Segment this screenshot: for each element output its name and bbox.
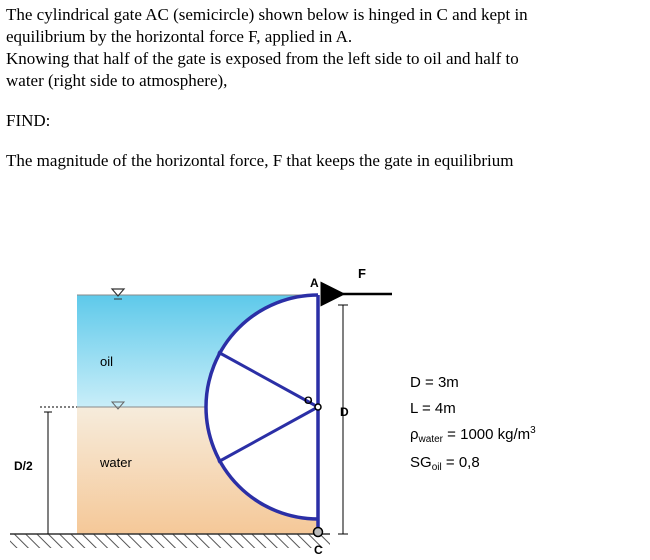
param-water-density: $\rho_{water} = 1000$ $kg/m^3$ xyxy=(410,425,536,445)
center-o-point xyxy=(315,404,321,410)
diameter-dimension xyxy=(338,305,348,534)
label-a: A xyxy=(310,276,319,290)
find-label: FIND: xyxy=(6,111,51,130)
gate-strut-upper xyxy=(218,352,318,407)
label-f: F xyxy=(358,266,366,281)
statement-line-1: The cylindrical gate AC (semicircle) shown below is hinged in C and kept in xyxy=(6,5,528,24)
label-half-depth: D/2 xyxy=(14,459,33,473)
label-d: D xyxy=(340,405,349,419)
statement-line-2: equilibrium by the horizontal force F, applied in A. xyxy=(6,27,353,46)
param-length: L = 4m xyxy=(410,400,456,417)
gate-strut-lower xyxy=(218,407,318,462)
param-diameter: D = 3m xyxy=(410,374,459,391)
param-oil-sg: $SG_{oil} = 0,8$ xyxy=(410,454,480,473)
statement-line-4: water (right side to atmosphere), xyxy=(6,71,228,90)
half-depth-dimension xyxy=(40,407,77,534)
question-text: The magnitude of the horizontal force, F that keeps the gate in equilibrium xyxy=(6,151,514,170)
label-oil: oil xyxy=(100,354,114,369)
ground-hatch xyxy=(10,534,330,548)
hinge-c-point xyxy=(314,528,323,537)
statement-line-3: Knowing that half of the gate is exposed from the left side to oil and half to xyxy=(6,49,519,68)
oil-region xyxy=(77,295,318,407)
label-c: C xyxy=(314,543,323,557)
given-parameters xyxy=(410,370,536,478)
label-water: water xyxy=(100,455,132,470)
label-o: O xyxy=(304,395,313,407)
